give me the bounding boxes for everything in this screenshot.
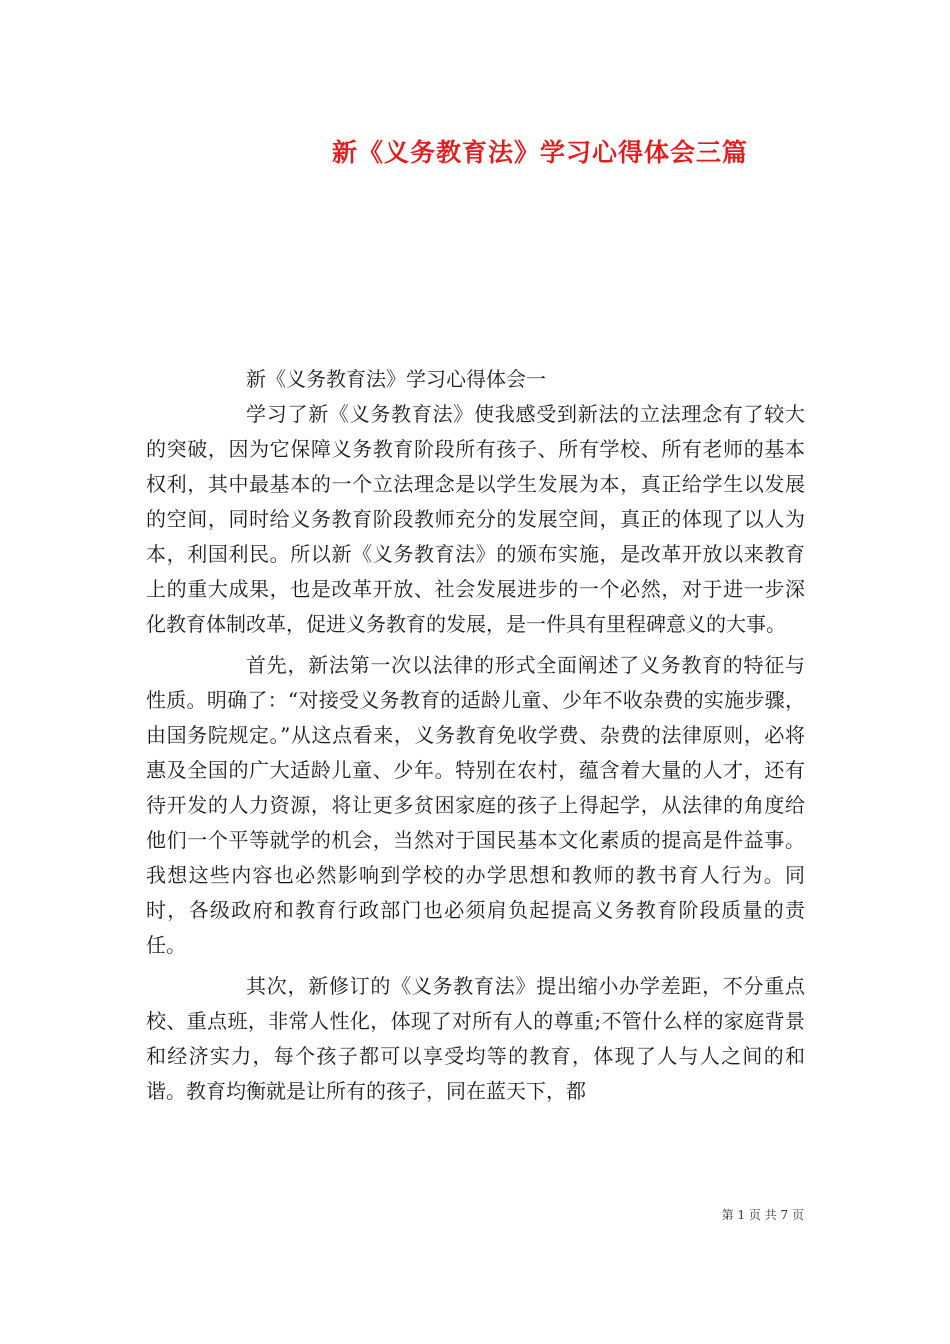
paragraph-3: 其次，新修订的《义务教育法》提出缩小办学差距，不分重点校、重点班，非常人性化，体现了对所有人的尊重;不管什么样的家庭背景和经济实力，每个孩子都可以享受均等的教育，体现了人与人之间的和谐。教育均衡就是让所有的孩子，同在蓝天下，都 [146,974,805,1103]
paragraph-2: 首先，新法第一次以法律的形式全面阐述了义务教育的特征与性质。明确了：“对接受义务教育的适龄儿童、少年不收杂费的实施步骤，由国务院规定。”从这点看来，义务教育免收学费、杂费的法律原则，必将惠及全国的广大适龄儿童、少年。特别在农村，蕴含着大量的人才，还有待开发的人力资源，将让更多贫困家庭的孩子上得起学，从法律的角度给他们一个平等就学的机会，当然对于国民基本文化素质的提高是件益事。我想这些内容也必然影响到学校的办学思想和教师的教书育人行为。同时，各级政府和教育行政部门也必须肩负起提高义务教育阶段质量的责任。 [146,653,805,957]
section-heading: 新《义务教育法》学习心得体会一 [246,367,546,391]
paragraph-1: 学习了新《义务教育法》使我感受到新法的立法理念有了较大的突破，因为它保障义务教育阶段所有孩子、所有学校、所有老师的基本权利，其中最基本的一个立法理念是以学生发展为本，真正给学生以发展的空间，同时给义务教育阶段教师充分的发展空间，真正的体现了以人为本，利国利民。所以新《义务教育法》的颁布实施，是改革开放以来教育上的重大成果，也是改革开放、社会发展进步的一个必然，对于进一步深化教育体制改革，促进义务教育的发展，是一件具有里程碑意义的大事。 [146,402,805,636]
document-title: 新《义务教育法》学习心得体会三篇 [331,138,748,167]
page-number-footer: 第 1 页 共 7 页 [721,1208,804,1222]
article-body [146,362,805,1109]
